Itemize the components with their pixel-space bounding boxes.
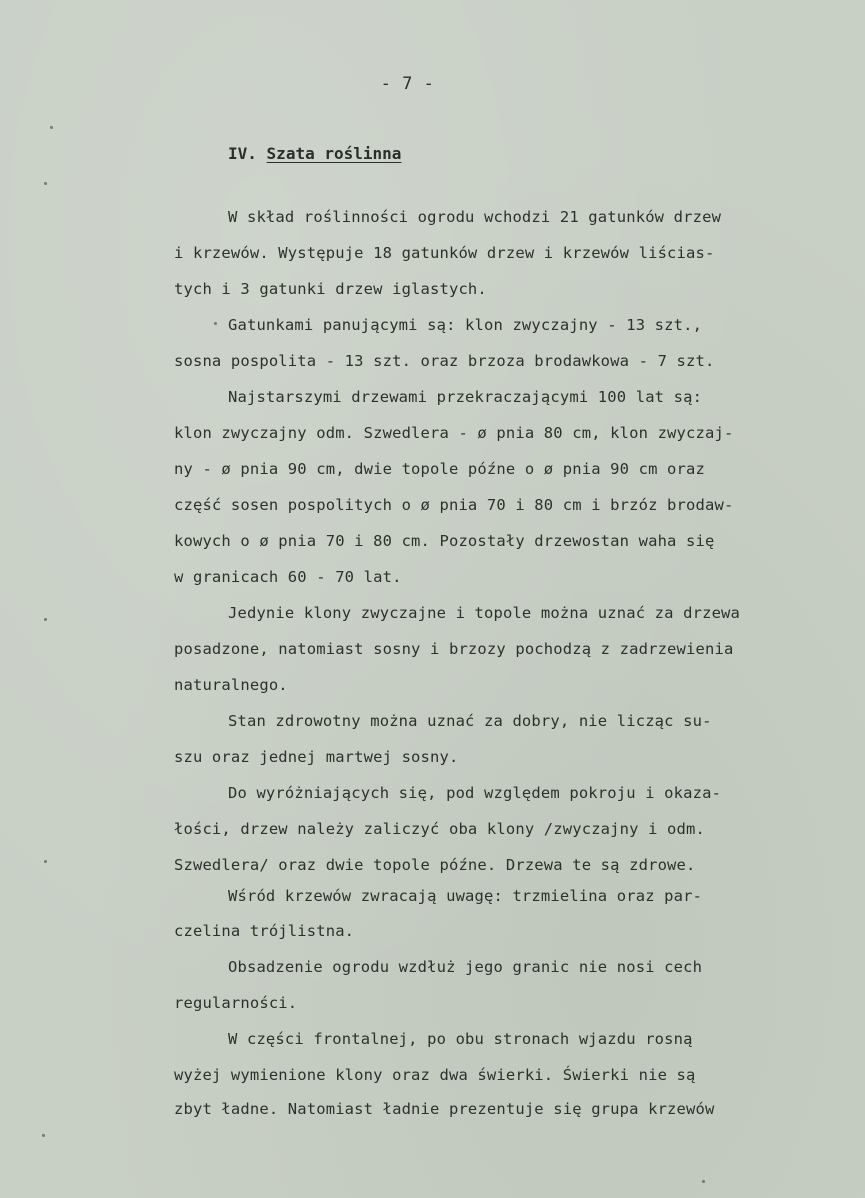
text-line: Najstarszymi drzewami przekraczającymi 100 lat są:: [228, 388, 703, 406]
paper-speck: [50, 126, 53, 129]
text-line: część sosen pospolitych o ø pnia 70 i 80 cm i brzóz brodaw-: [174, 496, 734, 514]
text-line: łości, drzew należy zaliczyć oba klony /zwyczajny i odm.: [174, 820, 705, 838]
text-line: posadzone, natomiast sosny i brzozy pochodzą z zadrzewienia: [174, 640, 734, 658]
text-line: Do wyróżniających się, pod względem pokroju i okaza-: [228, 784, 722, 802]
text-line: regularności.: [174, 994, 298, 1012]
section-title: Szata roślinna: [266, 144, 402, 163]
paper-speck: [214, 322, 217, 325]
paper-speck: [44, 860, 47, 863]
section-number: IV.: [228, 144, 257, 163]
text-line: Gatunkami panującymi są: klon zwyczajny - 13 szt.,: [228, 316, 703, 334]
text-line: czelina trójlistna.: [174, 922, 355, 940]
text-line: Stan zdrowotny można uznać za dobry, nie licząc su-: [228, 712, 712, 730]
text-line: Wśród krzewów zwracają uwagę: trzmielina oraz par-: [228, 887, 703, 905]
page-number: - 7 -: [380, 74, 435, 94]
text-line: kowych o ø pnia 70 i 80 cm. Pozostały drzewostan waha się: [174, 532, 715, 550]
text-line: szu oraz jednej martwej sosny.: [174, 748, 459, 766]
text-line: klon zwyczajny odm. Szwedlera - ø pnia 80 cm, klon zwyczaj-: [174, 424, 734, 442]
text-line: wyżej wymienione klony oraz dwa świerki. Świerki nie są: [174, 1066, 696, 1084]
section-heading: [228, 144, 401, 163]
text-line: ny - ø pnia 90 cm, dwie topole późne o ø pnia 90 cm oraz: [174, 460, 705, 478]
text-line: Obsadzenie ogrodu wzdłuż jego granic nie nosi cech: [228, 958, 703, 976]
text-line: W części frontalnej, po obu stronach wjazdu rosną: [228, 1030, 693, 1048]
text-line: sosna pospolita - 13 szt. oraz brzoza brodawkowa - 7 szt.: [174, 352, 715, 370]
text-line: Szwedlera/ oraz dwie topole późne. Drzewa te są zdrowe.: [174, 856, 696, 874]
paper-speck: [702, 1180, 705, 1183]
text-line: zbyt ładne. Natomiast ładnie prezentuje się grupa krzewów: [174, 1100, 715, 1118]
text-line: W skład roślinności ogrodu wchodzi 21 gatunków drzew: [228, 208, 722, 226]
text-line: tych i 3 gatunki drzew iglastych.: [174, 280, 487, 298]
text-line: i krzewów. Występuje 18 gatunków drzew i krzewów liścias-: [174, 244, 715, 262]
text-line: Jedynie klony zwyczajne i topole można uznać za drzewa: [228, 604, 741, 622]
paper-speck: [44, 618, 47, 621]
paper-speck: [42, 1134, 45, 1137]
paper-speck: [44, 182, 47, 185]
text-line: naturalnego.: [174, 676, 288, 694]
text-line: w granicach 60 - 70 lat.: [174, 568, 402, 586]
